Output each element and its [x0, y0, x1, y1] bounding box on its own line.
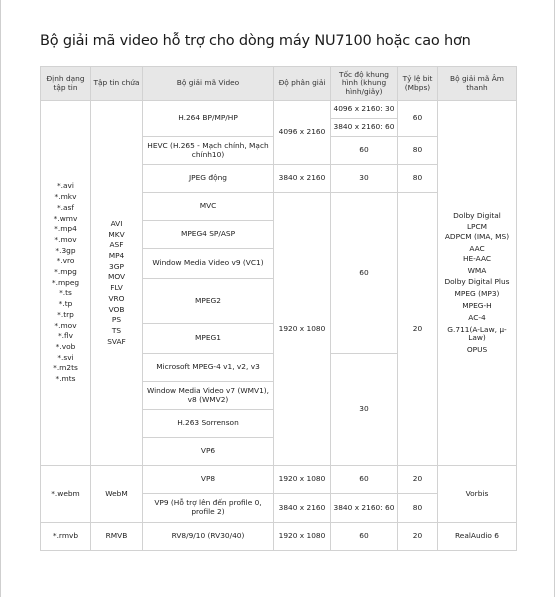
codec-cell: RV8/9/10 (RV30/40) [143, 523, 274, 551]
frame-rate-cell: 30 [331, 354, 398, 466]
format-list-main: *.avi *.mkv *.asf *.wmv *.mp4 *.mov *.3gp *.vro *.mpg *.mpeg *.ts *.tp *.trp *.mov *.flv *.vob *.svi *.m2ts *.mts [41, 101, 91, 466]
table-row [41, 101, 517, 137]
bit-rate-cell: 20 [398, 193, 438, 466]
audio-codec-cell-rmvb: RealAudio 6 [438, 523, 517, 551]
left-border [0, 0, 1, 597]
container-cell-webm: WebM [91, 466, 143, 523]
header-bit-rate: Tỷ lệ bit (Mbps) [398, 67, 438, 101]
codec-cell: H.264 BP/MP/HP [143, 101, 274, 137]
bit-rate-cell: 80 [398, 494, 438, 523]
codec-cell: MPEG4 SP/ASP [143, 221, 274, 249]
frame-rate-cell: 60 [331, 466, 398, 494]
container-cell-rmvb: RMVB [91, 523, 143, 551]
frame-rate-cell: 4096 x 2160: 30 3840 x 2160: 60 [331, 101, 398, 137]
resolution-cell: 1920 x 1080 [274, 466, 331, 494]
frame-rate-cell: 60 [331, 523, 398, 551]
codec-cell: JPEG động [143, 165, 274, 193]
codec-table [40, 66, 517, 551]
header-format: Định dạng tập tin [41, 67, 91, 101]
codec-cell: MPEG2 [143, 279, 274, 324]
frame-rate-cell: 3840 x 2160: 60 [331, 494, 398, 523]
resolution-cell: 3840 x 2160 [274, 165, 331, 193]
resolution-cell: 3840 x 2160 [274, 494, 331, 523]
frame-rate-cell: 60 [331, 193, 398, 354]
codec-cell: HEVC (H.265 - Mạch chính, Mạch chính10) [143, 137, 274, 165]
codec-cell: Window Media Video v7 (WMV1), v8 (WMV2) [143, 382, 274, 410]
bit-rate-cell: 20 [398, 466, 438, 494]
codec-cell: VP9 (Hỗ trợ lên đến profile 0, profile 2) [143, 494, 274, 523]
codec-cell: VP8 [143, 466, 274, 494]
resolution-cell: 1920 x 1080 [274, 523, 331, 551]
format-cell-rmvb: *.rmvb [41, 523, 91, 551]
container-list-main: AVI MKV ASF MP4 3GP MOV FLV VRO VOB PS TS SVAF [91, 101, 143, 466]
table-header-row [41, 67, 517, 101]
codec-cell: Window Media Video v9 (VC1) [143, 249, 274, 279]
resolution-cell: 1920 x 1080 [274, 193, 331, 466]
format-cell-webm: *.webm [41, 466, 91, 523]
bit-rate-cell: 80 [398, 165, 438, 193]
resolution-cell: 4096 x 2160 [274, 101, 331, 165]
header-container: Tập tin chứa [91, 67, 143, 101]
codec-cell: H.263 Sorrenson [143, 410, 274, 438]
codec-cell: MPEG1 [143, 324, 274, 354]
frame-rate-cell: 60 [331, 137, 398, 165]
frame-rate-cell: 30 [331, 165, 398, 193]
bit-rate-cell: 60 [398, 101, 438, 137]
bit-rate-cell: 20 [398, 523, 438, 551]
header-audio-codec: Bộ giải mã Âm thanh [438, 67, 517, 101]
table-row [41, 466, 517, 494]
bit-rate-cell: 80 [398, 137, 438, 165]
table-row [41, 523, 517, 551]
header-frame-rate: Tốc độ khung hình (khung hình/giây) [331, 67, 398, 101]
codec-cell: VP6 [143, 438, 274, 466]
audio-codec-list: Dolby Digital LPCM ADPCM (IMA, MS) AAC HE-AAC WMA Dolby Digital Plus MPEG (MP3) MPEG-H AC-4 G.711(A-Law, μ-Law) OPUS [438, 101, 517, 466]
header-video-codec: Bộ giải mã Video [143, 67, 274, 101]
audio-codec-cell-webm: Vorbis [438, 466, 517, 523]
header-resolution: Độ phân giải [274, 67, 331, 101]
page-title: Bộ giải mã video hỗ trợ cho dòng máy NU7100 hoặc cao hơn [40, 33, 471, 49]
codec-cell: MVC [143, 193, 274, 221]
codec-cell: Microsoft MPEG-4 v1, v2, v3 [143, 354, 274, 382]
